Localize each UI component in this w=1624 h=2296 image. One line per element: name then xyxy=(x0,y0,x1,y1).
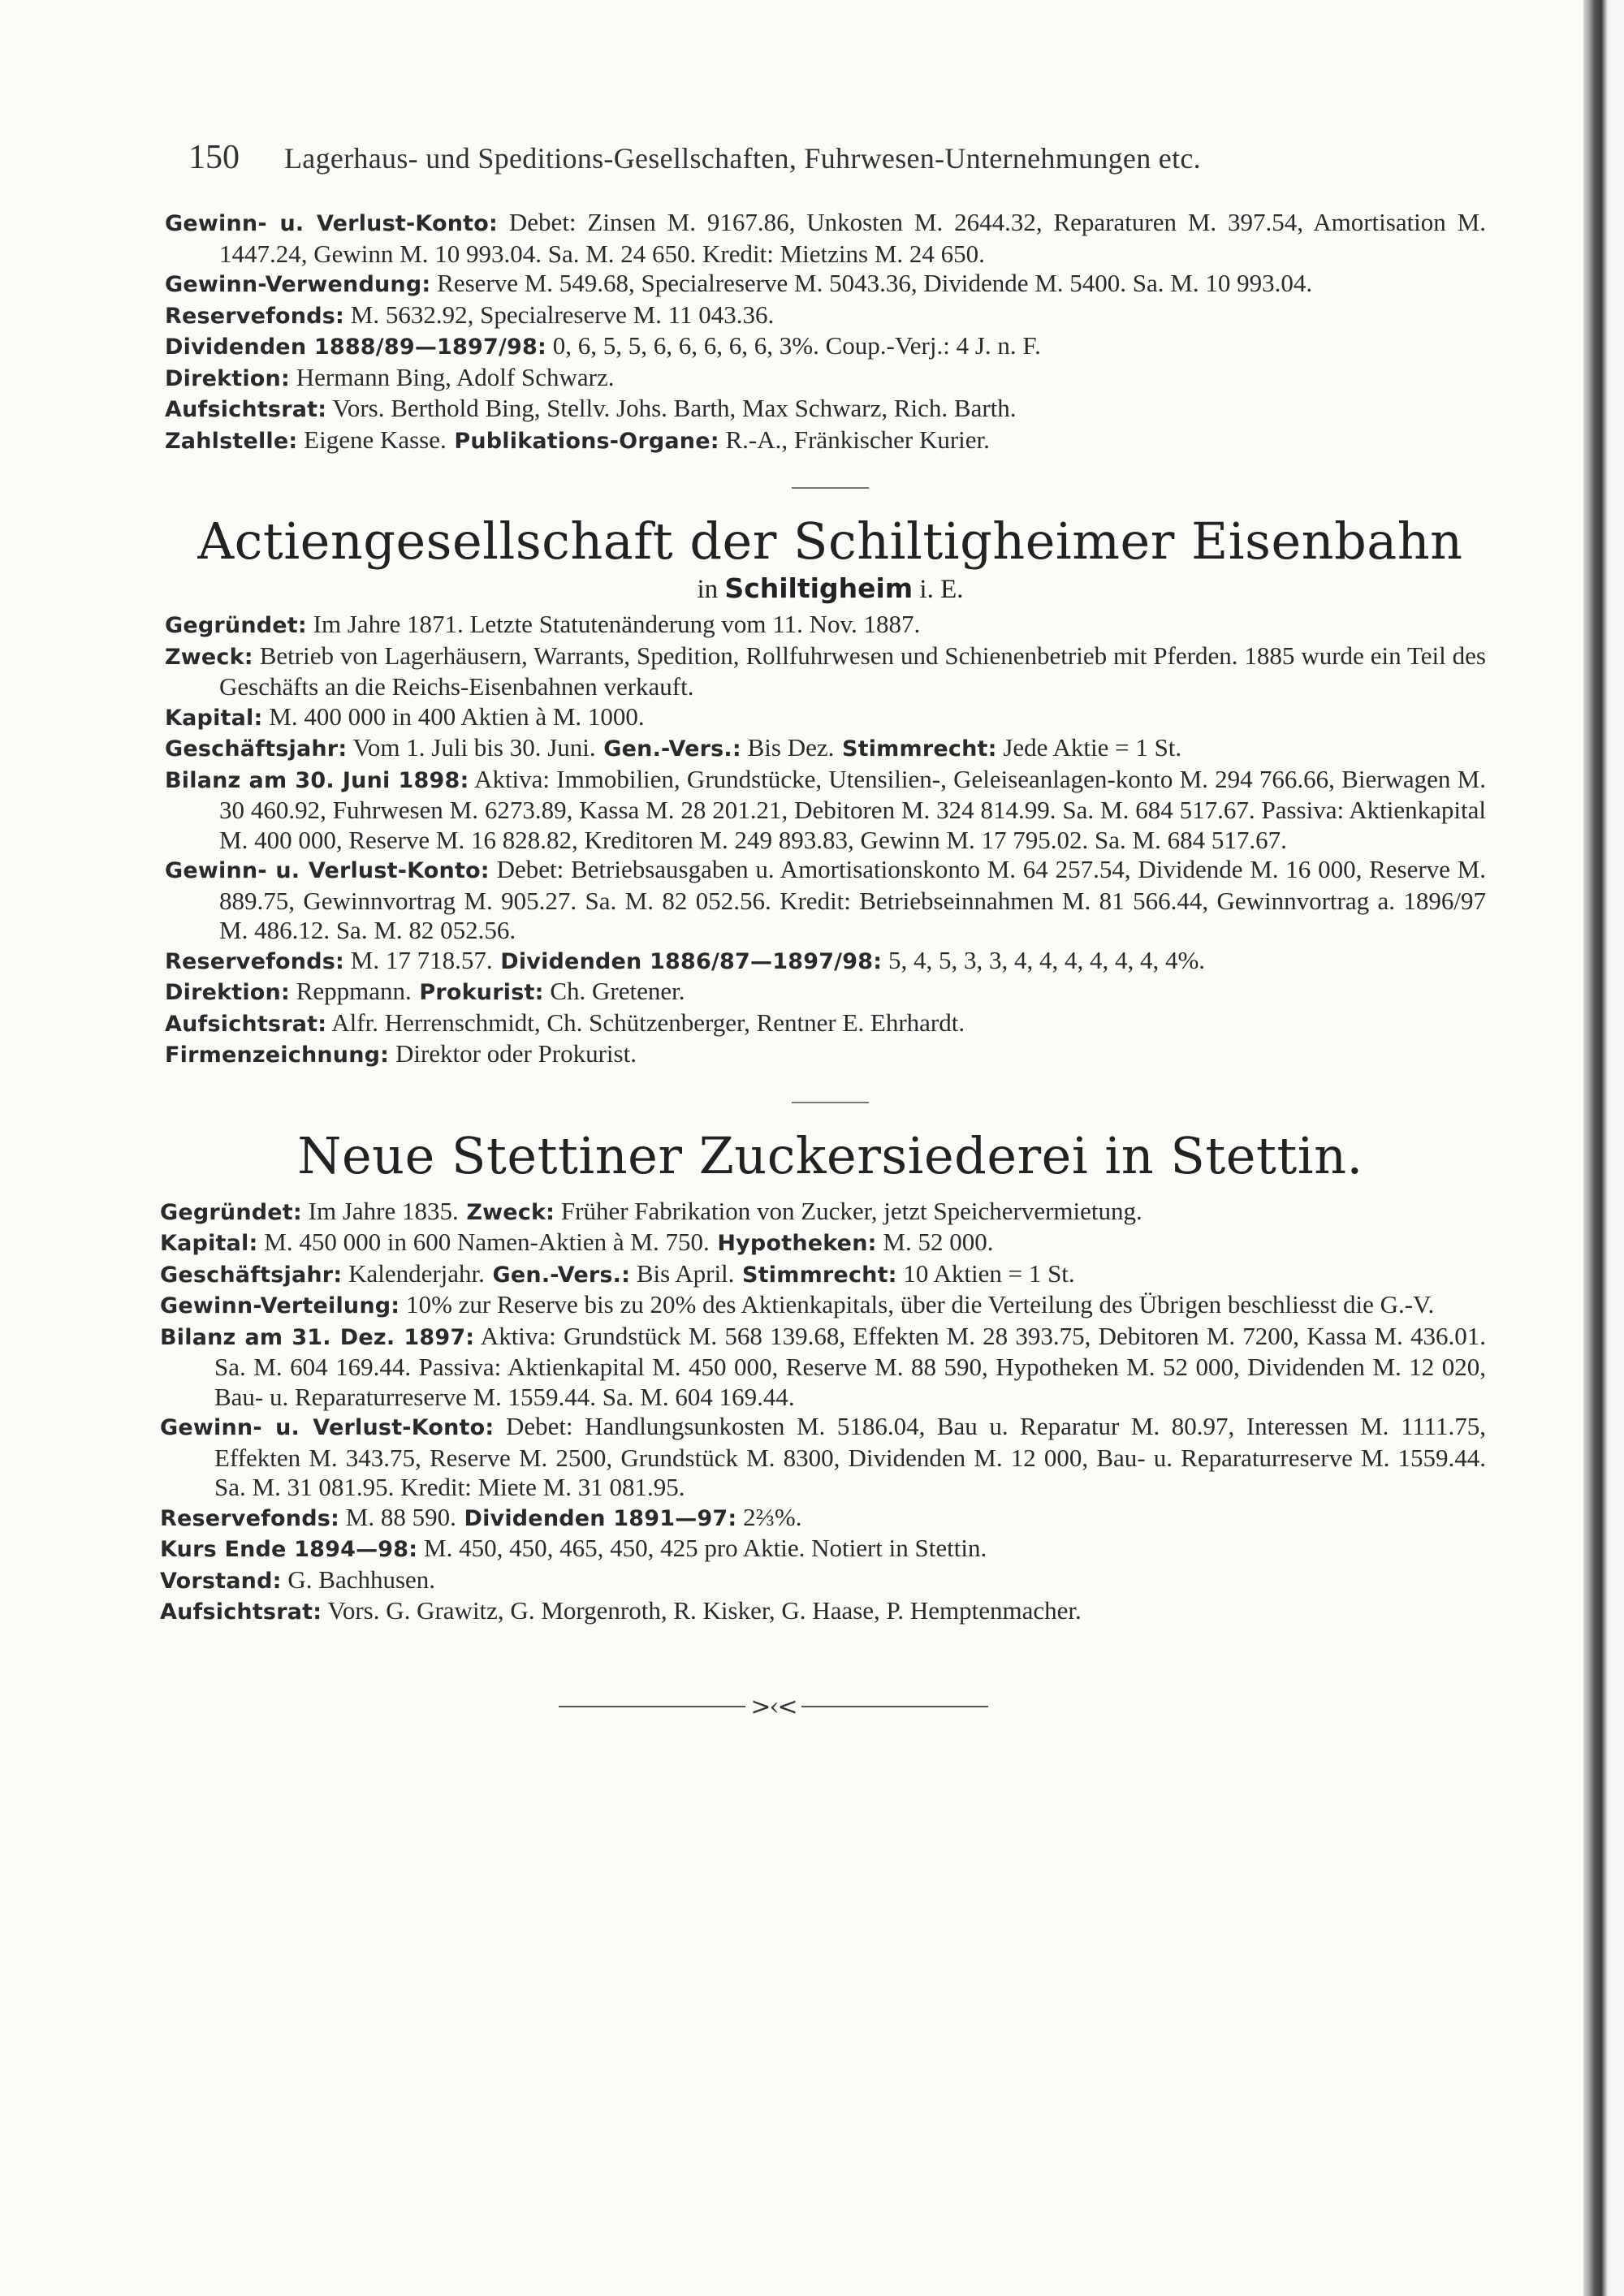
entry-zweck: Zweck: Betrieb von Lagerhäusern, Warrants, Spedition, Rollfuhrwesen und Schienenbetrieb mit Pferden. 1885 wurde ein Teil des Geschäfts an die Reichs-Eisenbahnen verkauft. xyxy=(165,641,1486,701)
entry-direktion: Direktion: Hermann Bing, Adolf Schwarz. xyxy=(165,362,615,391)
ornament-line-right xyxy=(801,1706,988,1707)
entry-gegruendet: Gegründet: Im Jahre 1871. Letzte Statutenänderung vom 11. Nov. 1887. xyxy=(165,610,921,638)
entry-vorstand: Vorstand: G. Bachhusen. xyxy=(160,1564,436,1594)
end-ornament xyxy=(61,1693,1486,1721)
entry-reservefonds: Reservefonds: M. 88 590. Dividenden 1891—97: 2⅔%. xyxy=(160,1502,802,1531)
entry-dividenden: Dividenden 1888/89—1897/98: 0, 6, 5, 5, 6, 6, 6, 6, 6, 3%. Coup.-Verj.: 4 J. n. F. xyxy=(165,331,1041,360)
section-location: in Schiltigheim i. E. xyxy=(697,572,964,604)
section-divider xyxy=(792,1102,869,1103)
section-bing-entries xyxy=(165,208,1486,456)
document-page xyxy=(160,138,1487,1721)
entry-kapital: Kapital: M. 400 000 in 400 Aktien à M. 1000. xyxy=(165,701,645,731)
entry-gewinn-verteilung: Gewinn-Verteilung: 10% zur Reserve bis zu 20% des Aktienkapitals, über die Verteilung des Übrigen beschliesst die G.-V. xyxy=(160,1290,1435,1318)
entry-aufsichtsrat: Aufsichtsrat: Alfr. Herrenschmidt, Ch. Schützenberger, Rentner E. Ehrhardt. xyxy=(165,1008,965,1037)
entry-bilanz: Bilanz am 30. Juni 1898: Aktiva: Immobilien, Grundstücke, Utensilien-, Geleiseanlagen-konto M. 294 766.66, Bierwagen M. 30 460.92, Fuhrwesen M. 6273.89, Kassa M. 28 201.21, Debitoren M. 324 814.99. Sa. M. 684 517.67. Passiva: Aktienkapital M. 400 000, Reserve M. 16 828.82, Kreditoren M. 249 893.83, Gewinn M. 17 795.02. Sa. M. 684 517.67. xyxy=(165,764,1486,854)
ornament-line-left xyxy=(559,1706,745,1707)
entry-kurs: Kurs Ende 1894—98: M. 450, 450, 465, 450, 425 pro Aktie. Notiert in Stettin. xyxy=(160,1534,987,1562)
entry-gewinn-verlust-konto: Gewinn- u. Verlust-Konto: Debet: Betriebsausgaben u. Amortisationskonto M. 64 257.54, Dividende M. 16 000, Reserve M. 889.75, Gewinnvortrag M. 905.27. Sa. M. 82 052.56. Kredit: Betriebseinnahmen M. 81 566.44, Gewinnvortrag a. 1896/97 M. 486.12. Sa. M. 82 052.56. xyxy=(165,855,1486,944)
section-title-schiltigheim: Actiengesellschaft der Schiltigheimer Eisenbahn xyxy=(197,511,1463,571)
entry-gewinn-verlust-konto: Gewinn- u. Verlust-Konto: Debet: Zinsen M. 9167.86, Unkosten M. 2644.32, Reparaturen M. 397.54, Amortisation M. 1447.24, Gewinn M. 10 993.04. Sa. M. 24 650. Kredit: Mietzins M. 24 650. xyxy=(165,208,1486,268)
running-header xyxy=(175,138,1486,177)
entry-gegruendet: Gegründet: Im Jahre 1835. Zweck: Früher Fabrikation von Zucker, jetzt Speichervermietung. xyxy=(160,1196,1142,1225)
entry-gewinn-verwendung: Gewinn-Verwendung: Reserve M. 549.68, Specialreserve M. 5043.36, Dividende M. 5400. Sa. M. 10 993.04. xyxy=(165,269,1313,297)
entry-kapital: Kapital: M. 450 000 in 600 Namen-Aktien à M. 750. Hypotheken: M. 52 000. xyxy=(160,1228,994,1256)
section-stettin-entries xyxy=(160,1197,1486,1628)
entry-geschaeftsjahr: Geschäftsjahr: Kalenderjahr. Gen.-Vers.: Bis April. Stimmrecht: 10 Aktien = 1 St. xyxy=(160,1258,1075,1288)
entry-firmenzeichnung: Firmenzeichnung: Direktor oder Prokurist. xyxy=(165,1039,637,1068)
entry-direktion: Direktion: Reppmann. Prokurist: Ch. Gretener. xyxy=(165,977,685,1005)
page-edge-shadow xyxy=(1583,0,1624,2296)
entry-gewinn-verlust-konto: Gewinn- u. Verlust-Konto: Debet: Handlungsunkosten M. 5186.04, Bau u. Reparatur M. 80.97, Interessen M. 1111.75, Effekten M. 343.75, Reserve M. 2500, Grundstück M. 8300, Dividenden M. 12 000, Bau- u. Reparaturreserve M. 1559.44. Sa. M. 31 081.95. Kredit: Miete M. 31 081.95. xyxy=(160,1412,1486,1501)
page-number: 150 xyxy=(188,139,240,176)
ornament-glyph: >‹< xyxy=(750,1692,797,1721)
entry-reservefonds: Reservefonds: M. 17 718.57. Dividenden 1886/87—1897/98: 5, 4, 5, 3, 3, 4, 4, 4, 4, 4, 4, 4%. xyxy=(165,945,1206,974)
section-schiltigheim-entries xyxy=(165,610,1486,1071)
entry-bilanz: Bilanz am 31. Dez. 1897: Aktiva: Grundstück M. 568 139.68, Effekten M. 28 393.75, Debitoren M. 7200, Kassa M. 436.01. Sa. M. 604 169.44. Passiva: Aktienkapital M. 450 000, Reserve M. 88 590, Hypotheken M. 52 000, Dividenden M. 12 020, Bau- u. Reparaturreserve M. 1559.44. Sa. M. 604 169.44. xyxy=(160,1321,1487,1411)
entry-aufsichtsrat: Aufsichtsrat: Vors. G. Grawitz, G. Morgenroth, R. Kisker, G. Haase, P. Hemptenmacher. xyxy=(160,1596,1082,1625)
running-title: Lagerhaus- und Speditions-Gesellschaften, Fuhrwesen-Unternehmungen etc. xyxy=(284,142,1201,175)
entry-zahlstelle: Zahlstelle: Eigene Kasse. Publikations-Organe: R.-A., Fränkischer Kurier. xyxy=(165,425,990,454)
entry-reservefonds: Reservefonds: M. 5632.92, Specialreserve M. 11 043.36. xyxy=(165,300,775,329)
section-title-stettin: Neue Stettiner Zuckersiederei in Stettin. xyxy=(297,1125,1363,1185)
entry-aufsichtsrat: Aufsichtsrat: Vors. Berthold Bing, Stellv. Johs. Barth, Max Schwarz, Rich. Barth. xyxy=(165,394,1017,422)
entry-geschaeftsjahr: Geschäftsjahr: Vom 1. Juli bis 30. Juni. Gen.-Vers.: Bis Dez. Stimmrecht: Jede Aktie = 1 St. xyxy=(165,733,1182,762)
section-divider xyxy=(792,487,869,489)
